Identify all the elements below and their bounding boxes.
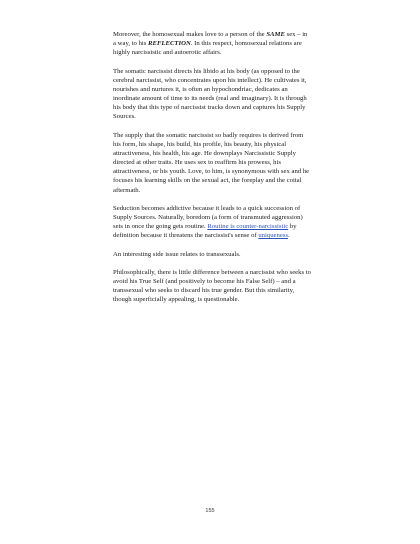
- text-run: Seduction becomes addictive because it leads to a quick succession of Supply Sources. Naturally, boredom (a form of transmuted aggression) sets in once the going gets routine.: [113, 204, 303, 231]
- paragraph-somatic-libido: The somatic narcissist directs his libido at his body (as opposed to the cerebral narcissist, who concentrates upon his intellect). He cultivates it, nourishes and nurtures it, is often an hypochondriac, dedicates an inordinate amount of time to its needs (real and imaginary). It is through his body that this type of narcissist tracks down and captures his Supply Sources.: [113, 67, 307, 121]
- text-run: . In this respect, homosexual relations are highly narcissistic and autoerotic affairs.: [113, 40, 302, 57]
- link-routine-counter-narcissistic[interactable]: Routine is counter-narcissistic: [207, 223, 289, 231]
- text-run: by definition because it threatens the narcissist's sense of: [113, 223, 297, 240]
- paragraph-seduction: [113, 204, 311, 241]
- body-text: [113, 30, 311, 314]
- page-number: 155: [205, 508, 215, 514]
- paragraph-philosophical: Philosophically, there is little difference between a narcissist who seeks to avoid his True Self (and positively to become his False Self) – and a transsexual who seeks to discard his true gender. But this similarity, though superficially appealing, is questionable.: [113, 268, 311, 304]
- paragraph-supply-sources: The supply that the somatic narcissist so badly requires is derived from his form, his shape, his build, his profile, his beauty, his physical attractiveness, his health, his age. He downplays Narcissistic Supply directed at other traits. He uses sex to reaffirm his prowess, his attractiveness, or his youth. Love, to him, is synonymous with sex and he focuses his learning skills on the sexual act, the foreplay and the coital aftermath.: [113, 131, 310, 194]
- emphasis-same: SAME: [266, 31, 285, 38]
- text-run: sex – in a way, to his: [113, 31, 308, 48]
- text-run: Moreover, the homosexual makes love to a person of the: [113, 31, 267, 38]
- paragraph-homosexual-reflection: [113, 30, 311, 57]
- link-uniqueness[interactable]: uniqueness: [258, 232, 289, 240]
- paragraph-transsexuals: An interesting side issue relates to transsexuals.: [113, 250, 241, 258]
- text-run: .: [288, 232, 290, 240]
- emphasis-reflection: REFLECTION: [148, 40, 191, 48]
